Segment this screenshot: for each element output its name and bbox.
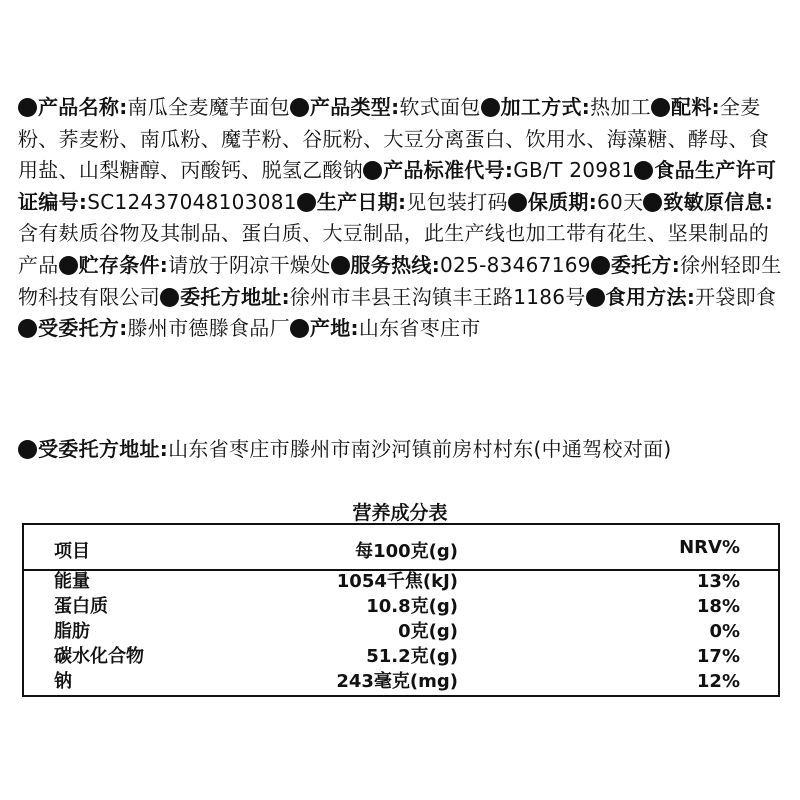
table-row: [24, 594, 778, 619]
row-nrv: 18%: [696, 596, 740, 617]
bullet-icon: [18, 319, 37, 338]
header-nrv: NRV%: [679, 537, 740, 558]
label-manufacturer-address: 受委托方地址:: [38, 437, 169, 461]
value-shelf-life: 60天: [597, 189, 644, 214]
label-usage: 食用方法:: [605, 284, 696, 309]
value-hotline: 025-83467169: [440, 252, 591, 277]
label-product-name: 产品名称:: [38, 95, 128, 119]
header-item: 项目: [54, 541, 90, 562]
row-nrv: 12%: [696, 671, 740, 692]
row-nrv: 17%: [696, 646, 740, 667]
row-item: 钠: [54, 671, 72, 692]
value-allergen: 含有麸质谷物及其制品、蛋白质、大豆制品，此生产线也加工带有花生、坚果制品的产品: [18, 221, 770, 277]
row-nrv: 13%: [696, 571, 740, 592]
label-storage: 贮存条件:: [78, 252, 169, 277]
bullet-icon: [18, 440, 37, 459]
label-standard: 产品标准代号:: [383, 158, 514, 183]
row-amount: 1054千焦(kJ): [336, 571, 458, 592]
value-processing: 热加工: [590, 95, 652, 119]
label-production-date: 生产日期:: [316, 189, 407, 214]
row-amount: 10.8克(g): [366, 596, 458, 617]
value-production-date: 见包装打码: [406, 189, 508, 214]
label-hotline: 服务热线:: [350, 252, 441, 277]
nutrition-table-header: [24, 525, 778, 571]
row-amount: 243毫克(mg): [336, 671, 458, 692]
bullet-icon: [508, 193, 527, 212]
bullet-icon: [297, 193, 316, 212]
nutrition-table: [22, 523, 780, 697]
value-usage: 开袋即食: [695, 284, 777, 309]
bullet-icon: [331, 256, 350, 275]
value-license: SC12437048103081: [87, 189, 297, 214]
value-product-type: 软式面包: [399, 95, 481, 119]
bullet-icon: [586, 288, 605, 307]
value-client-address: 徐州市丰县王沟镇丰王路1186号: [289, 284, 586, 309]
manufacturer-address-line: [18, 434, 784, 465]
row-item: 脂肪: [54, 621, 90, 642]
bullet-icon: [634, 161, 653, 180]
bullet-icon: [651, 98, 670, 117]
label-allergen: 致敏原信息:: [663, 189, 774, 214]
bullet-icon: [59, 256, 78, 275]
row-item: 能量: [54, 571, 90, 592]
label-client-address: 委托方地址:: [180, 284, 290, 309]
value-manufacturer-address: 山东省枣庄市滕州市南沙河镇前房村村东(中通驾校对面): [168, 437, 672, 461]
label-manufacturer: 受委托方:: [38, 316, 128, 341]
label-processing: 加工方式:: [500, 95, 591, 119]
table-row: [24, 619, 778, 644]
label-origin: 产地:: [309, 316, 359, 341]
value-ingredients: 全麦粉、荞麦粉、南瓜粉、魔芋粉、谷朊粉、大豆分离蛋白、饮用水、海藻糖、酵母、食用盐、山梨糖醇、丙酸钙、脱氢乙酸钠: [18, 95, 770, 183]
value-manufacturer: 滕州市德滕食品厂: [127, 316, 290, 341]
product-info-text: [18, 92, 784, 345]
bullet-icon: [160, 288, 179, 307]
nutrition-table-title: 营养成分表: [352, 502, 448, 524]
header-per-100g: 每100克(g): [355, 541, 458, 562]
bullet-icon: [363, 161, 382, 180]
bullet-icon: [290, 98, 309, 117]
bullet-icon: [290, 319, 309, 338]
table-row: [24, 569, 778, 594]
label-shelf-life: 保质期:: [527, 189, 598, 214]
bullet-icon: [591, 256, 610, 275]
row-item: 蛋白质: [54, 596, 108, 617]
label-client: 委托方:: [610, 252, 681, 277]
row-amount: 0克(g): [398, 621, 458, 642]
bullet-icon: [643, 193, 662, 212]
row-amount: 51.2克(g): [366, 646, 458, 667]
row-nrv: 0%: [709, 621, 740, 642]
value-standard: GB/T 20981: [513, 158, 635, 183]
table-row: [24, 669, 778, 694]
value-origin: 山东省枣庄市: [358, 316, 481, 341]
bullet-icon: [481, 98, 500, 117]
row-item: 碳水化合物: [54, 646, 144, 667]
bullet-icon: [18, 98, 37, 117]
label-product-type: 产品类型:: [309, 95, 400, 119]
value-storage: 请放于阴凉干燥处: [168, 252, 331, 277]
value-product-name: 南瓜全麦魔芋面包: [127, 95, 290, 119]
label-license: 食品生产许可证编号:: [18, 158, 777, 214]
value-client: 徐州轻即生物科技有限公司: [18, 252, 782, 309]
table-row: [24, 644, 778, 669]
label-ingredients: 配料:: [671, 95, 720, 119]
